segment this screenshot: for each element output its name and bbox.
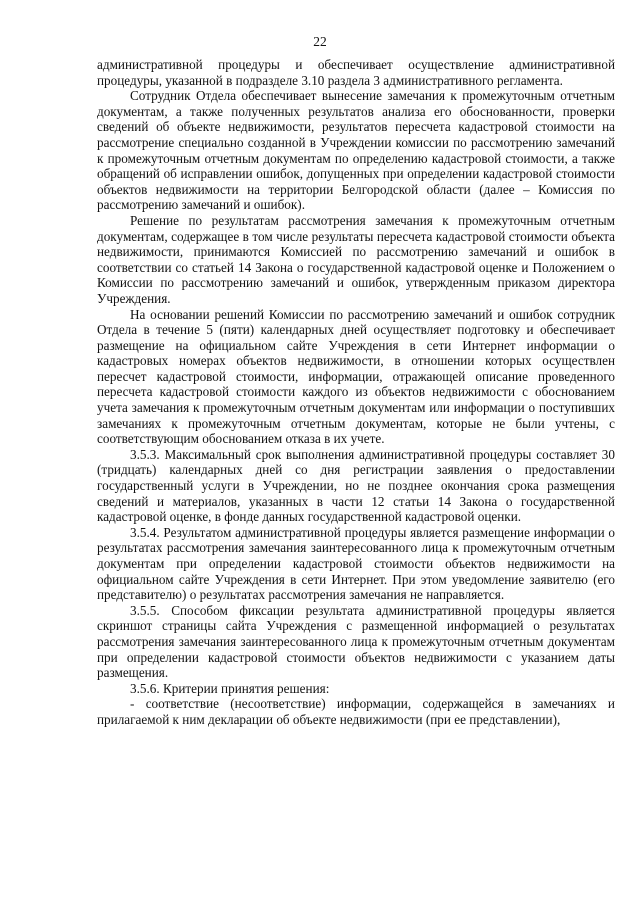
paragraph-3: Решение по результатам рассмотрения замечания к промежуточным отчетным документам, содержащее в том числе результаты пересчета кадастровой стоимости объекта недвижимости, принимаются Комиссией по рассмотрению замечаний и ошибок в соответствии со статьей 14 Закона о государственной кадастровой оценке и Положением о Комиссии по рассмотрению замечаний и ошибок, утвержденным приказом директора Учреждения. [97, 212, 615, 306]
paragraph-3-5-3: 3.5.3. Максимальный срок выполнения административной процедуры составляет 30 (тридцать) календарных дней со дня регистрации заявления о предоставлении государственный услуги в Учреждении, но не позднее окончания срока размещения сведений и материалов, указанных в части 12 статьи 14 Закона о государственной кадастровой оценке, в фонде данных государственной кадастровой оценки. [97, 446, 615, 525]
page-number: 22 [313, 34, 327, 49]
paragraph-criteria-item: - соответствие (несоответствие) информации, содержащейся в замечаниях и прилагаемой к ним декларации об объекте недвижимости (при ее представлении), [97, 696, 615, 727]
paragraph-1: административной процедуры и обеспечивает осуществление административной процедуры, указанной в подразделе 3.10 раздела 3 административного регламента. [97, 57, 615, 88]
paragraph-2: Сотрудник Отдела обеспечивает вынесение замечания к промежуточным отчетным документам, а также полученных результатов анализа его обоснованности, проверки сведений об объекте недвижимости, результатов пересчета кадастровой стоимости на рассмотрение специально созданной в Учреждении комиссии по рассмотрению замечаний к промежуточным отчетным документам по определению кадастровой стоимости, а также обращений об исправлении ошибок, допущенных при определении кадастровой стоимости объектов недвижимости на территории Белгородской области (далее – Комиссия по рассмотрению замечаний и ошибок). [97, 88, 615, 213]
paragraph-3-5-5: 3.5.5. Способом фиксации результата административной процедуры является скриншот страницы сайта Учреждения с размещенной информацией о результатах рассмотрения замечания заинтересованного лица к промежуточным отчетным документам при определении кадастровой стоимости объектов недвижимости с указанием даты размещения. [97, 602, 615, 681]
paragraph-3-5-4: 3.5.4. Результатом административной процедуры является размещение информации о результатах рассмотрения замечания заинтересованного лица к промежуточным отчетным документам при определении кадастровой стоимости объектов недвижимости на официальном сайте Учреждения в сети Интернет. При этом уведомление заявителю (его представителю) о результатах рассмотрения замечания не направляется. [97, 524, 615, 603]
paragraph-3-5-6: 3.5.6. Критерии принятия решения: [130, 680, 330, 696]
paragraph-4: На основании решений Комиссии по рассмотрению замечаний и ошибок сотрудник Отдела в течение 5 (пяти) календарных дней осуществляет подготовку и обеспечивает размещение на официальном сайте Учреждения в сети Интернет информации о кадастровых номерах объектов недвижимости, в отношении которых осуществлен пересчет кадастровой стоимости, информации, отражающей описание проведенного пересчета кадастровой стоимости каждого из объектов недвижимости с обоснованием учета замечания к промежуточным отчетным документам или информации о поступивших замечаниях к промежуточным отчетным документам, которые не были учтены, с соответствующим обоснованием отказа в их учете. [97, 306, 615, 447]
page-body [97, 57, 615, 728]
